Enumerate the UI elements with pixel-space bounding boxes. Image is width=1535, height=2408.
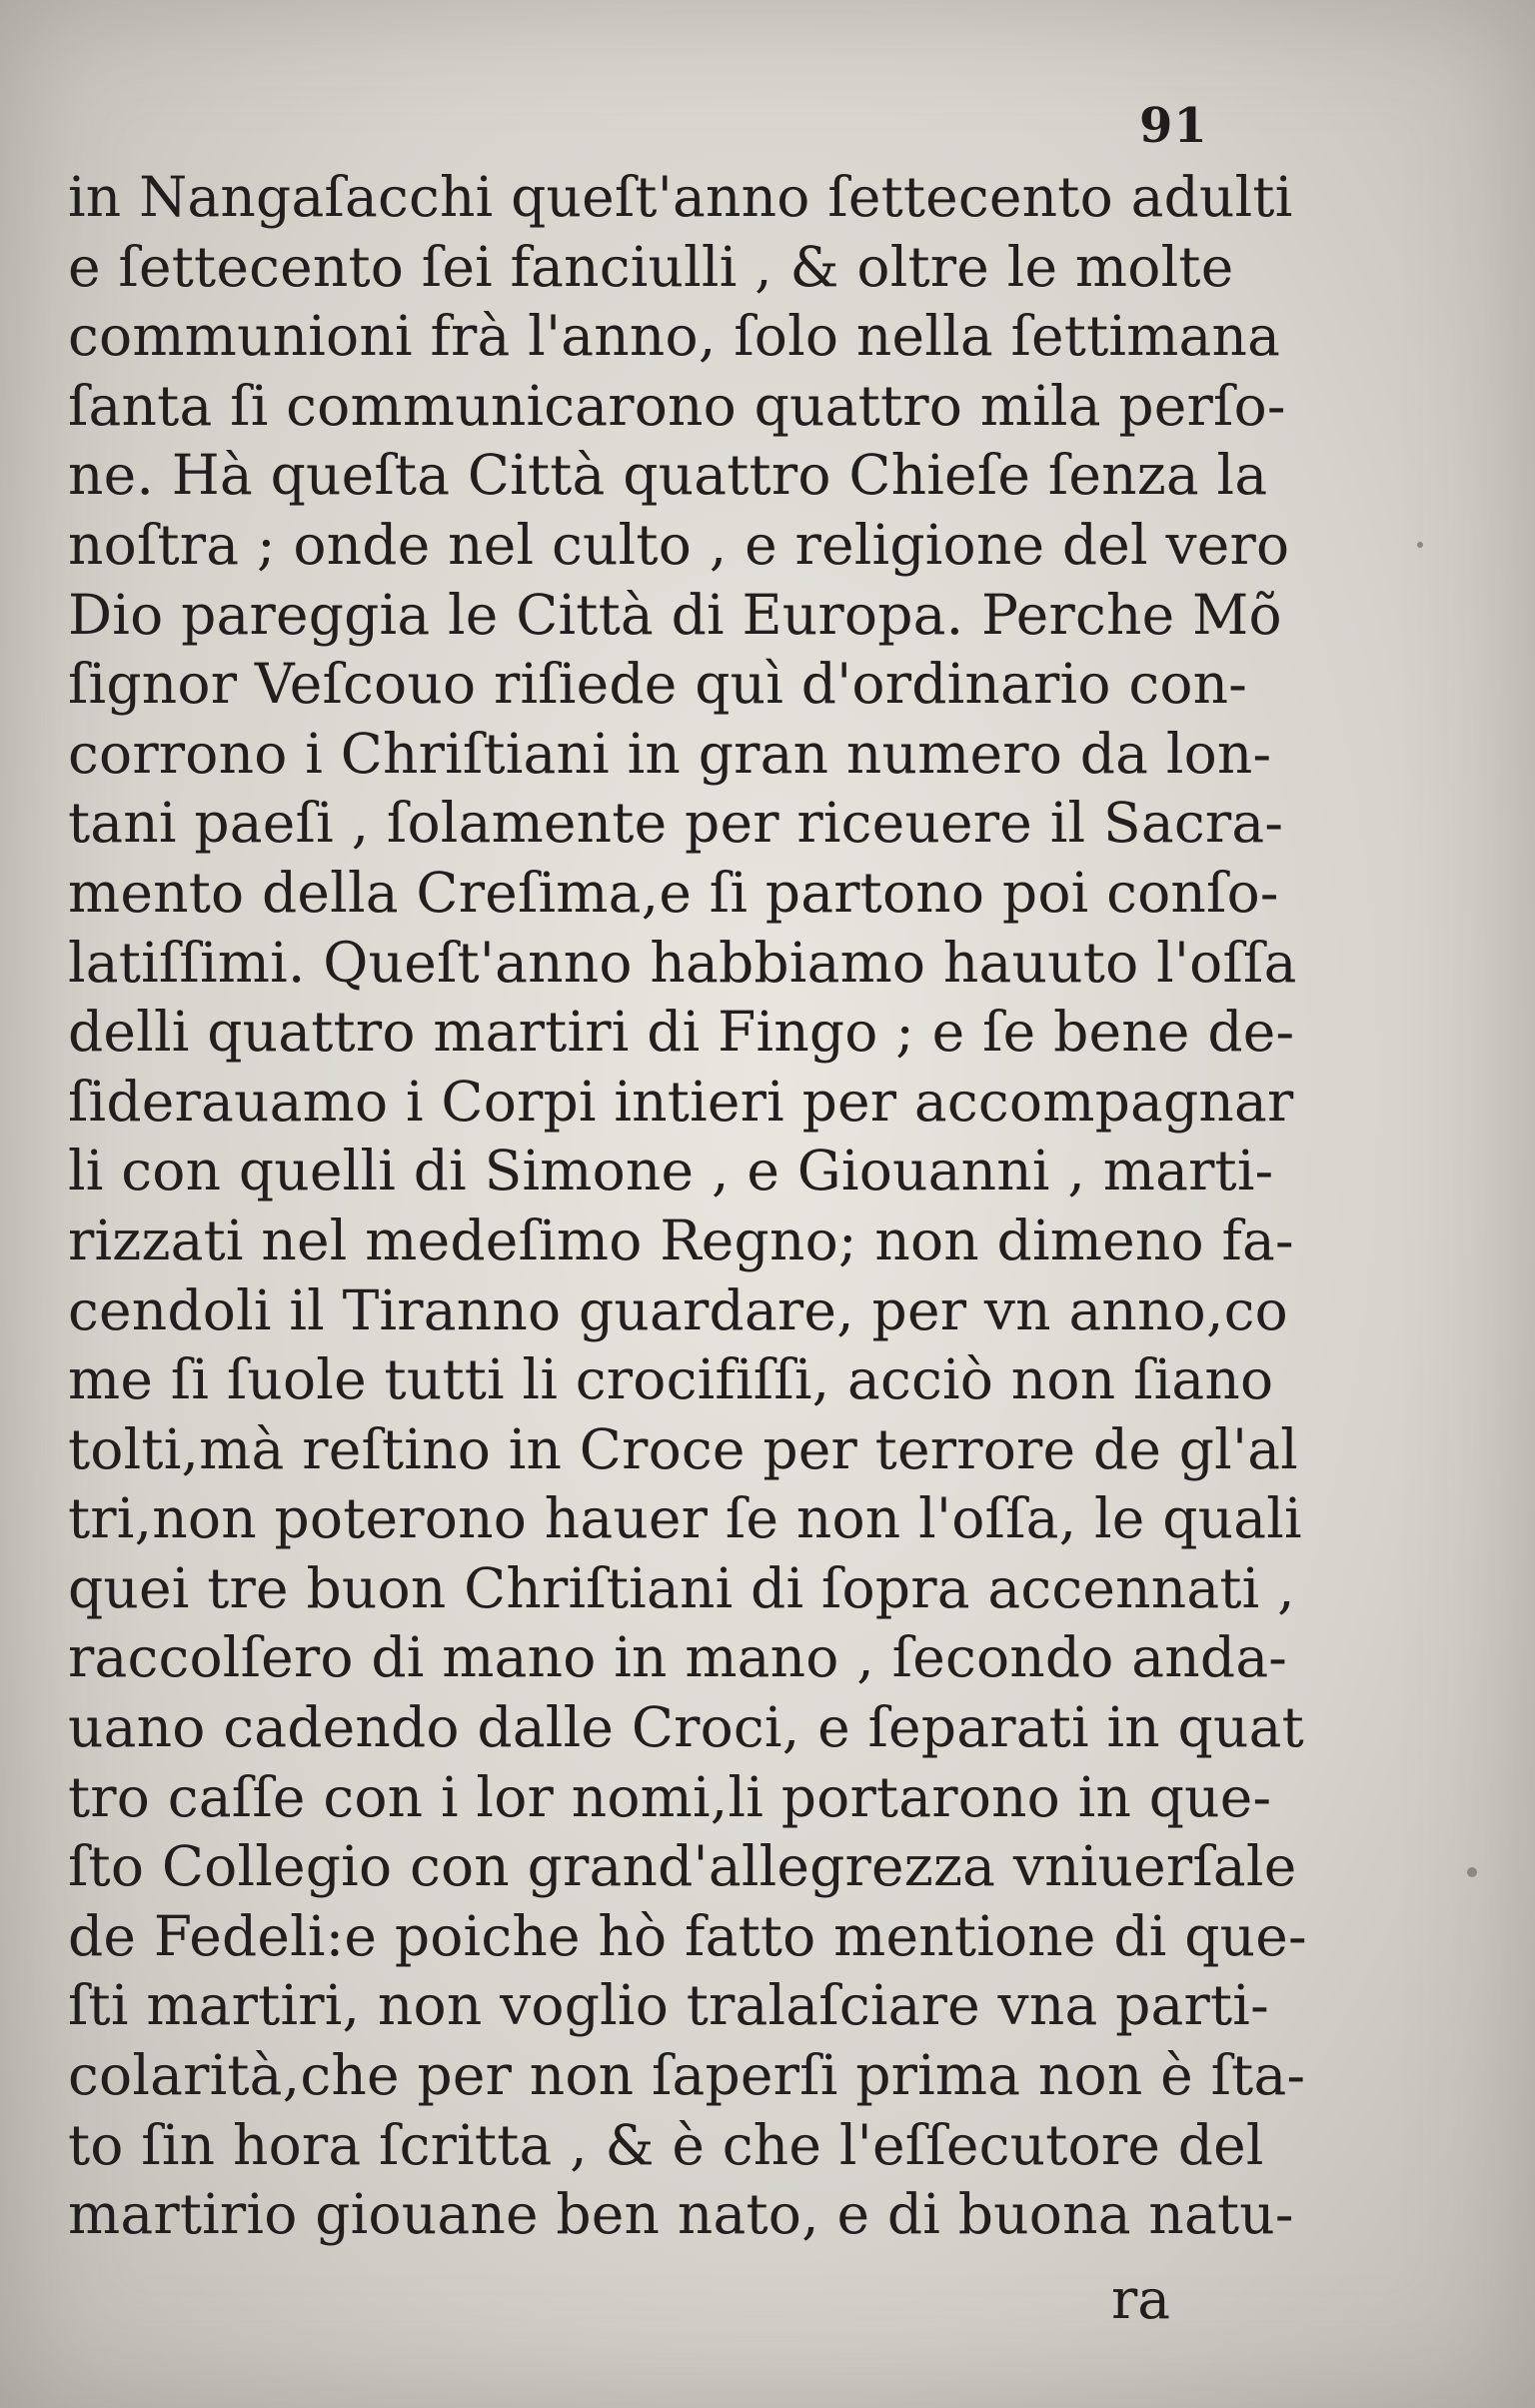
text-line: tro caſſe con i lor nomi,li portarono in que- bbox=[68, 1764, 1272, 1829]
text-line: martirio giouane ben nato, e di buona natu- bbox=[68, 2182, 1294, 2247]
text-line: ſto Collegio con grand'allegrezza vniuerſale bbox=[68, 1834, 1297, 1899]
text-line: mento della Creſima,e ſi partono poi conſo- bbox=[68, 860, 1279, 925]
text-line: tani paeſi , ſolamente per riceuere il Sacra- bbox=[68, 791, 1284, 856]
text-line: raccolſero di mano in mano , ſecondo anda- bbox=[68, 1625, 1288, 1690]
text-line: ne. Hà queſta Città quattro Chieſe ſenza la bbox=[68, 443, 1268, 508]
text-line: to ſin hora ſcritta , & è che l'eſſecutore del bbox=[68, 2112, 1264, 2177]
text-line: rizzati nel medeſimo Regno; non dimeno fa- bbox=[68, 1207, 1294, 1272]
text-line: quei tre buon Chriſtiani di ſopra accennati , bbox=[68, 1555, 1295, 1620]
paper-speck bbox=[1467, 1867, 1477, 1877]
text-line: noſtra ; onde nel culto , e religione del vero bbox=[68, 512, 1290, 577]
page-number: 91 bbox=[1139, 98, 1208, 154]
text-line: e ſettecento ſei fanciulli , & oltre le molte bbox=[68, 234, 1234, 299]
text-line: Dio pareggia le Città di Europa. Perche Mõ bbox=[68, 582, 1282, 647]
text-line: me ſi ſuole tutti li crocifiſſi, acciò non ſiano bbox=[68, 1347, 1274, 1412]
body-text bbox=[68, 163, 1307, 2250]
text-line: ſti martiri, non voglio tralaſciare vna parti- bbox=[68, 1973, 1269, 2038]
text-line: communioni frà l'anno, ſolo nella ſettimana bbox=[68, 304, 1281, 369]
text-line: de Fedeli:e poiche hò fatto mentione di que- bbox=[68, 1903, 1307, 1968]
catchword: ra bbox=[1111, 2267, 1171, 2331]
text-line: ſanta ſi communicarono quattro mila perſo- bbox=[68, 373, 1286, 438]
text-line: tri,non poterono hauer ſe non l'oſſa, le quali bbox=[68, 1486, 1302, 1551]
text-line: tolti,mà reſtino in Croce per terrore de gl'al bbox=[68, 1416, 1299, 1481]
text-line: ſiderauamo i Corpi intieri per accompagnar bbox=[68, 1069, 1294, 1134]
text-line: cendoli il Tiranno guardare, per vn anno,co bbox=[68, 1277, 1288, 1342]
text-line: latiſſimi. Queſt'anno habbiamo hauuto l'oſſa bbox=[68, 930, 1297, 995]
text-line: li con quelli di Simone , e Giouanni , marti- bbox=[68, 1139, 1274, 1204]
text-line: in Nangaſacchi queſt'anno ſettecento adulti bbox=[68, 165, 1293, 229]
text-line: colarità,che per non ſaperſi prima non è ſta- bbox=[68, 2043, 1306, 2108]
text-line: corrono i Chriſtiani in gran numero da lon- bbox=[68, 721, 1272, 786]
text-line: delli quattro martiri di Fingo ; e ſe bene de- bbox=[68, 1000, 1295, 1065]
text-line: ſignor Veſcouo riſiede quì d'ordinario con- bbox=[68, 652, 1248, 717]
text-line: uano cadendo dalle Croci, e ſeparati in quat bbox=[68, 1695, 1304, 1760]
paper-speck bbox=[1417, 542, 1423, 548]
